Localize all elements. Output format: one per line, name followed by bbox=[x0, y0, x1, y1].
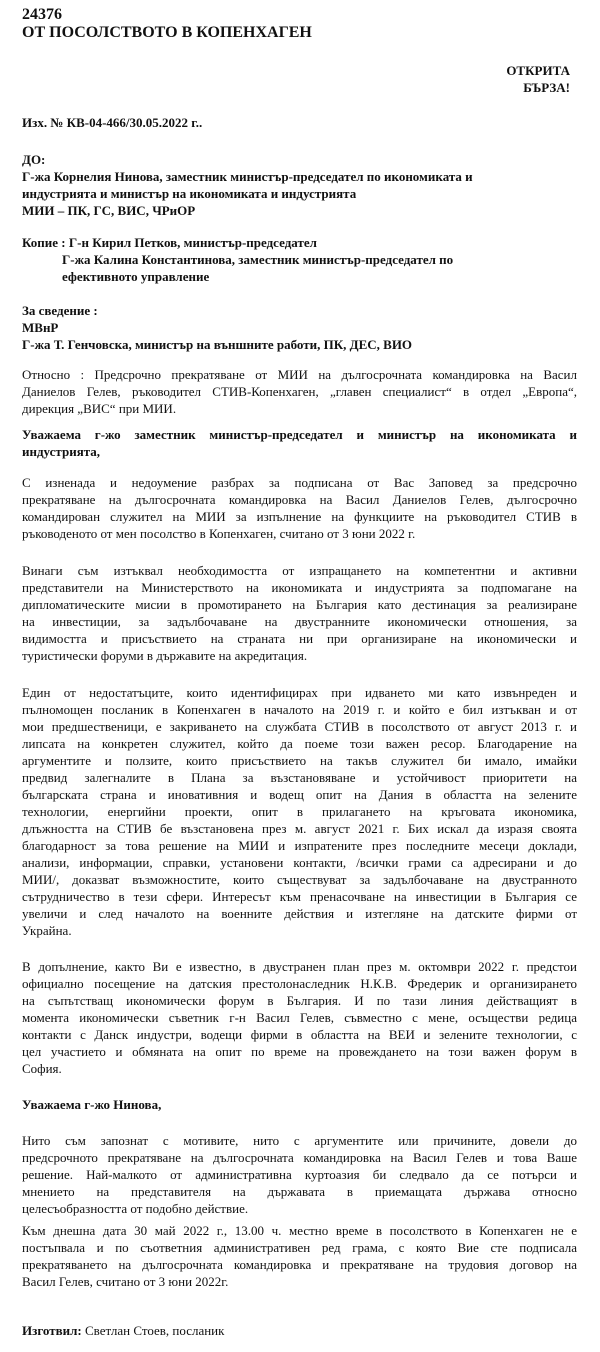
text-line: решение. Най-малкото от административна куртоазия би следвало да се потърси и bbox=[22, 1167, 577, 1182]
text-line: София. bbox=[22, 1061, 62, 1076]
text-line: липсата на конкретен служител, който да поеме този важен ресор. Благодарение на bbox=[22, 736, 577, 751]
text-line: официално посещение на датския престолонаследник Н.К.В. Фредерик и организирането bbox=[22, 976, 577, 991]
text-line: Един от недостатъците, които идентифицирах при идването ми като извънреден и bbox=[22, 685, 577, 700]
body-paragraph bbox=[22, 474, 577, 542]
text-line: на инвестиции, за задълбочаване на двустранните икономически отношения, за bbox=[22, 614, 577, 629]
subject-paragraph bbox=[22, 366, 577, 417]
salutation bbox=[22, 426, 577, 460]
author-label: Изготвил: bbox=[22, 1323, 82, 1338]
text-line: контакти с Данск индустри, водещи фирми в областта на ВЕИ и зелените технологии, с bbox=[22, 1027, 577, 1042]
text-line: Даниелов Гелев, ръководител СТИВ-Копенхаген, „главен специалист“ в отдел „Европа“, bbox=[22, 384, 577, 399]
text-line: длъжността на СТИВ бе възстановена през м. август 2021 г. Бих искал да изразя своята bbox=[22, 821, 577, 836]
classification-mark: ОТКРИТА bbox=[506, 63, 570, 78]
text-line: сътрудничество в тези сфери. Интересът към пренасочване на инвестиции в България се bbox=[22, 889, 577, 904]
recipient-line: индустрията и министър на икономиката и индустрията bbox=[22, 186, 357, 201]
text-line: предсрочното прекратяване на дългосрочната командировка на Васил Гелев и това Ваше bbox=[22, 1150, 577, 1165]
text-line: технологии, енергийни проекти, опит в прилагането на кръговата икономика, bbox=[22, 804, 577, 819]
text-line: пълномощен посланик в Копенхаген в началото на 2019 г. и който е бил изтъкван и от bbox=[22, 702, 577, 717]
text-line: предвид залегналите в Плана за възстановяване и устойчивост приоритети на bbox=[22, 770, 577, 785]
body-paragraph bbox=[22, 562, 577, 664]
text-line: Уважаема г-жо заместник министър-председател и министър на икономиката и bbox=[22, 427, 577, 442]
text-line: цел участието и обмяната на опит по време на провеждането на този важен форум в bbox=[22, 1044, 577, 1059]
text-line: видимостта и присъствието на страната ни при организиране на икономически и bbox=[22, 631, 577, 646]
text-line: МИИ/, доказват възможностите, които съществуват за задълбочаване на двустранното bbox=[22, 872, 577, 887]
author-name: Светлан Стоев, посланик bbox=[81, 1323, 225, 1338]
text-line: В допълнение, както Ви е известно, в двустранен план през м. октомври 2022 г. предстои bbox=[22, 959, 577, 974]
info-line: МВнР bbox=[22, 320, 59, 335]
body-paragraph bbox=[22, 1222, 577, 1290]
text-line: прекратяването на дългосрочната командировка и прекратяване на трудовия договор на bbox=[22, 1257, 577, 1272]
text-line: анализи, информации, справки, установени контакти, /всички грами са адресирани и до bbox=[22, 855, 577, 870]
body-paragraph bbox=[22, 1132, 577, 1217]
urgency-mark: БЪРЗА! bbox=[523, 80, 570, 95]
text-line: на съпътстващ икономически форум в България. И по тази линия действащият в bbox=[22, 993, 577, 1008]
body-paragraph bbox=[22, 958, 577, 1077]
text-line: командирован служител на МИИ за изпълнение на функциите на ръководител СТИВ в bbox=[22, 509, 577, 524]
copy-line: Копие : Г-н Кирил Петков, министър-председател bbox=[22, 235, 317, 250]
text-line: ръководеното от мен посолство в Копенхаген, считано от 3 юни 2022 г. bbox=[22, 526, 416, 541]
author-line bbox=[22, 1322, 224, 1339]
text-line: Към днешна дата 30 май 2022 г., 13.00 ч. местно време в посолството в Копенхаген не е bbox=[22, 1223, 577, 1238]
info-line: Г-жа Т. Генчовска, министър на външните работи, ПК, ДЕС, ВИО bbox=[22, 337, 413, 352]
copy-line: ефективното управление bbox=[62, 269, 210, 284]
text-line: С изненада и недоумение разбрах за подписана от Вас Заповед за предсрочно bbox=[22, 475, 577, 490]
body-paragraph bbox=[22, 684, 577, 939]
text-line: мнението на представителя на държавата в приемащата държава относно bbox=[22, 1184, 577, 1199]
text-line: момента икономически съветник г-н Васил Гелев, съвместно с мене, осъществи редица bbox=[22, 1010, 577, 1025]
text-line: дипломатическите мисии в промотирането на България като дестинация за реализиране bbox=[22, 597, 577, 612]
text-line: постъпвала и по съответния административен ред грама, с която Вие сте подписала bbox=[22, 1240, 577, 1255]
salutation: Уважаема г-жо Нинова, bbox=[22, 1097, 162, 1112]
text-line: благодарност за това решение на МИИ и изпратените през последните месеци доклади, bbox=[22, 838, 577, 853]
recipient-label: ДО: bbox=[22, 152, 46, 167]
text-line: аргументите и ползите, които присъствието на такъв служител би имало, имайки bbox=[22, 753, 577, 768]
document-number: 24376 bbox=[22, 6, 62, 23]
text-line: Нито съм запознат с мотивите, нито с аргументите или причините, довели до bbox=[22, 1133, 577, 1148]
text-line: индустрията, bbox=[22, 444, 101, 459]
text-line: представители на Министерството на икономиката и индустрията за подпомагане на bbox=[22, 580, 577, 595]
reference-number: Изх. № КВ-04-466/30.05.2022 г.. bbox=[22, 115, 203, 130]
text-line: туристически форуми в държавите на акредитация. bbox=[22, 648, 308, 663]
text-line: прекратяване на дългосрочната командировка на Васил Даниелов Гелев, дългосрочно bbox=[22, 492, 577, 507]
text-line: българската страна и иновативния и водещ опит на Дания в областта на зелените bbox=[22, 787, 577, 802]
recipient-departments: МИИ – ПК, ГС, ВИС, ЧРиОР bbox=[22, 203, 196, 218]
info-label: За сведение : bbox=[22, 303, 98, 318]
document-origin: ОТ ПОСОЛСТВОТО В КОПЕНХАГЕН bbox=[22, 24, 312, 41]
text-line: мои предшественици, е закриването на службата СТИВ в посолството от август 2013 г. и bbox=[22, 719, 577, 734]
text-line: Васил Гелев, считано от 3 юни 2022г. bbox=[22, 1274, 229, 1289]
text-line: увеличи и след началото на военните действия и изтегляне на датските фирми от bbox=[22, 906, 577, 921]
recipient-line: Г-жа Корнелия Нинова, заместник министър-председател по икономиката и bbox=[22, 169, 473, 184]
text-line: дирекция „ВИС“ при МИИ. bbox=[22, 401, 177, 416]
text-line: Винаги съм изтъквал необходимостта от изпращането на компетентни и активни bbox=[22, 563, 577, 578]
copy-line: Г-жа Калина Константинова, заместник министър-председател по bbox=[62, 252, 454, 267]
text-line: Украйна. bbox=[22, 923, 72, 938]
text-line: целесъобразността от подобно действие. bbox=[22, 1201, 249, 1216]
text-line: Относно : Предсрочно прекратяване от МИИ на дългосрочната командировка на Васил bbox=[22, 367, 577, 382]
